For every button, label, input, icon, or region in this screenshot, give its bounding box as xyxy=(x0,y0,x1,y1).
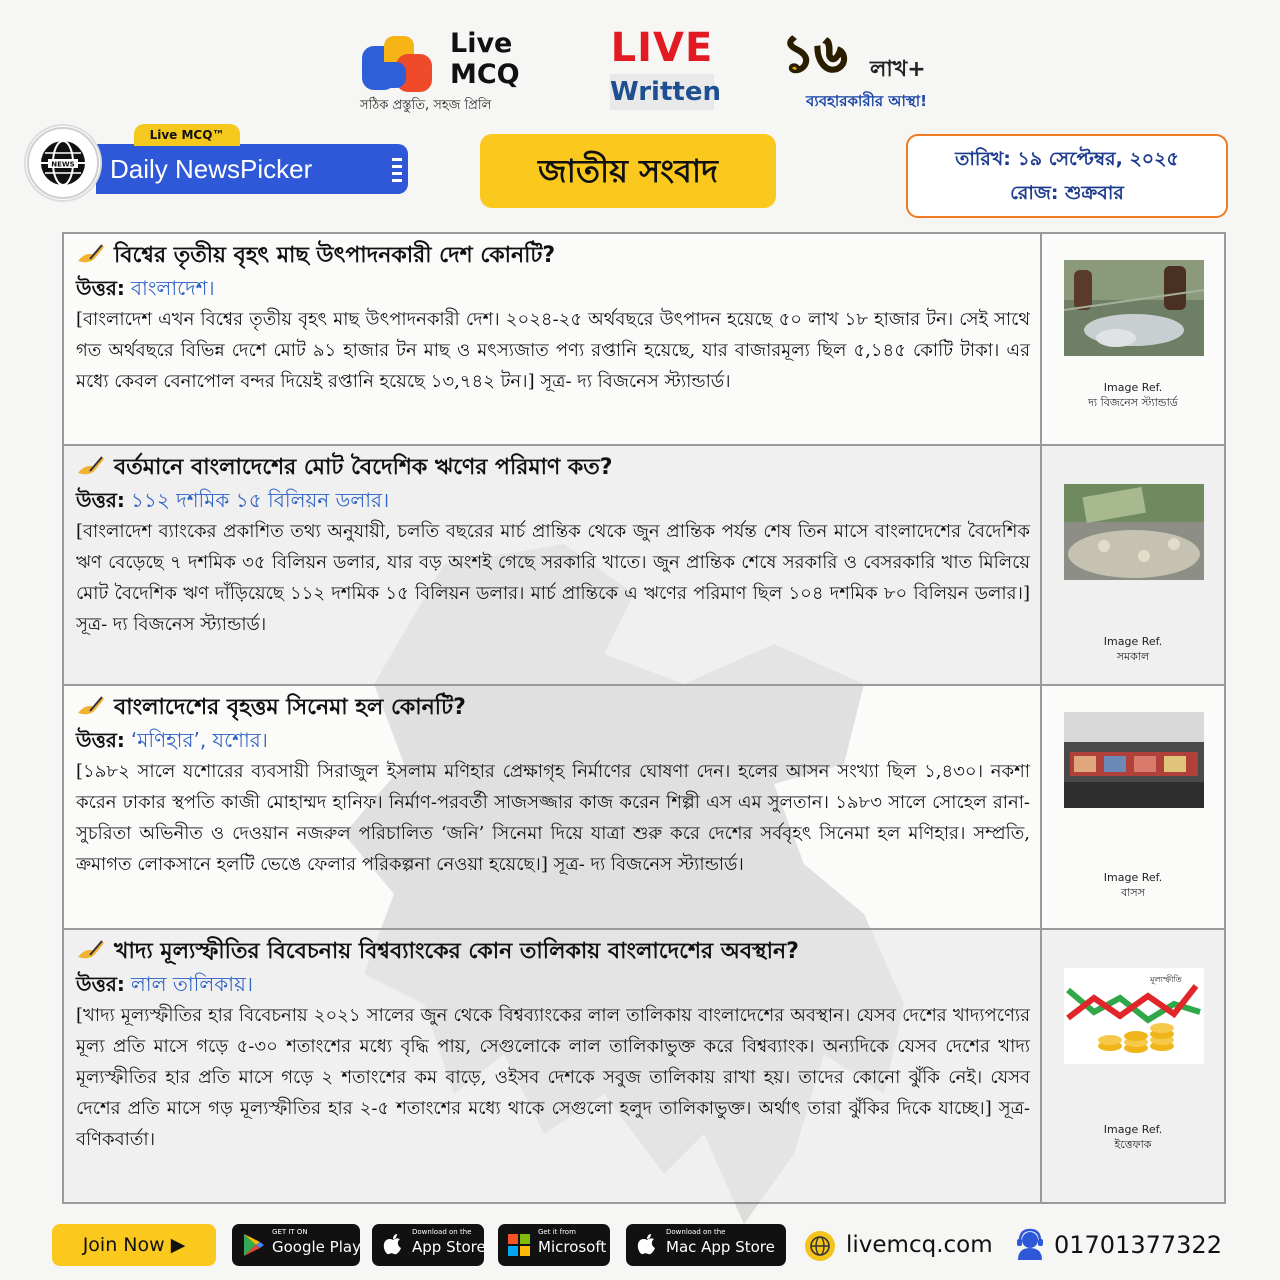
google-play-icon xyxy=(240,1232,266,1258)
store-big-text: Google Play xyxy=(272,1238,361,1256)
answer-value: ‘মণিহার’, যশোর। xyxy=(130,728,268,752)
image-col-2 xyxy=(1042,446,1224,684)
writing-hand-icon xyxy=(76,453,106,477)
day-line: রোজ: শুক্রবার xyxy=(1010,182,1124,204)
answer-value: ১১২ দশমিক ১৫ বিলিয়ন ডলার। xyxy=(130,488,390,512)
news-row-2 xyxy=(64,446,1224,686)
news-table xyxy=(62,232,1226,1204)
footer-bar xyxy=(52,1222,1232,1270)
image-ref-1 xyxy=(1042,380,1224,410)
phone-contact[interactable] xyxy=(1014,1226,1222,1264)
users-count-badge xyxy=(782,26,972,116)
answer-label: উত্তর: xyxy=(76,972,125,996)
store-big-text: Microsoft xyxy=(538,1238,607,1256)
image-ref-label: Image Ref. xyxy=(1103,871,1163,884)
question-text: বিশ্বের তৃতীয় বৃহৎ মাছ উৎপাদনকারী দেশ কোনটি? xyxy=(114,243,556,268)
store-small-text: GET IT ON xyxy=(272,1228,308,1236)
news-text-4 xyxy=(64,930,1042,1202)
date-line: তারিখ: ১৯ সেপ্টেম্বর, ২০২৫ xyxy=(955,148,1179,170)
details-3: [১৯৮২ সালে যশোরের ব্যবসায়ী সিরাজুল ইসলাম মণিহার প্রেক্ষাগৃহ নির্মাণের ঘোষণা দেন। হলের আসন সংখ্যা ছিল ১,৪৩০। নকশা করেন ঢাকার স্থপতি কাজী মোহাম্মদ হানিফ। নির্মাণ-পরবর্তী সাজসজ্জার কাজ করেন শিল্পী এস এম সুলতান। ১৯৮৩ সালে সোহেল রানা-সুচরিতা অভিনীত ও দেওয়ান নজরুল পরিচালিত ‘জনি’ সিনেমা দিয়ে যাত্রা শুরু করে দেশের সর্ববৃহৎ সিনেমা হল মণিহার। সম্প্রতি, ক্রমাগত লোকসানে হলটি ভেঙে ফেলার পরিকল্পনা নেওয়া হয়েছে।] সূত্র- দ্য বিজনেস স্ট্যান্ডার্ড। xyxy=(76,761,1030,875)
mac-app-store-button[interactable] xyxy=(626,1224,786,1266)
question-text: খাদ্য মূল্যস্ফীতির বিবেচনায় বিশ্বব্যাংকের কোন তালিকায় বাংলাদেশের অবস্থান? xyxy=(114,939,799,964)
image-ref-3 xyxy=(1042,870,1224,900)
money-coins-photo xyxy=(1064,484,1204,580)
image-col-4 xyxy=(1042,930,1224,1202)
apple-icon xyxy=(380,1232,406,1258)
answer-1 xyxy=(76,272,1030,304)
phone-text: 01701377322 xyxy=(1054,1231,1222,1259)
globe-icon xyxy=(804,1230,836,1262)
newspicker-title: Daily NewsPicker xyxy=(110,154,313,184)
store-big-text: Mac App Store xyxy=(666,1238,775,1256)
brand-name: Live MCQ xyxy=(450,28,520,90)
details-1: [বাংলাদেশ এখন বিশ্বের তৃতীয় বৃহৎ মাছ উৎপাদনকারী দেশ। ২০২৪-২৫ অর্থবছরে উৎপাদন হয়েছে ৫০ লাখ ১৮ হাজার টন। সেই সাথে গত অর্থবছরে বিভিন্ন দেশে মোট ৯১ হাজার টন মাছ ও মৎস্যজাত পণ্য রপ্তানি হয়েছে, যার বাজারমূল্য ছিল ৫,১৪৫ কোটি টাকা। এর মধ্যে কেবল বেনাপোল বন্দর দিয়েই রপ্তানি হয়েছে ১৩,৭৪২ টন।] সূত্র- দ্য বিজনেস স্ট্যান্ডার্ড। xyxy=(76,309,1030,392)
writing-hand-icon xyxy=(76,693,106,717)
date-box xyxy=(906,134,1228,218)
brand-tagline: সঠিক প্রস্তুতি, সহজ প্রিলি xyxy=(360,98,492,113)
live-written-badge xyxy=(610,25,721,116)
details-4: [খাদ্য মূল্যস্ফীতির হার বিবেচনায় ২০২১ সালের জুন থেকে বিশ্বব্যাংকের লাল তালিকায় বাংলাদেশের অবস্থান। যেসব দেশের খাদ্যপণ্যের মূল্য প্রতি মাসে গড়ে ৫-৩০ শতাংশের মধ্যে বৃদ্ধি পায়, সেগুলোকে লাল তালিকাভুক্ত করে বিশ্বব্যাংক। অন্যদিকে যেসব দেশের খাদ্য মূল্যস্ফীতির হার প্রতি মাসে গড়ে ২ শতাংশের কম বাড়ে, ওইসব দেশকে সবুজ তালিকায় রাখা হয়। তাদের কোনো ঝুঁকি নেই। যেসব দেশের প্রতি মাসে গড় মূল্যস্ফীতির হার ২-৫ শতাংশের মধ্যে থাকে সেগুলো হলুদ তালিকাভুক্ত। অর্থাৎ তারা ঝুঁকির দিকে যাচ্ছে।] সূত্র- বণিকবার্তা। xyxy=(76,1005,1030,1150)
image-ref-2 xyxy=(1042,634,1224,664)
news-text-1 xyxy=(64,234,1042,444)
brand-logo-block xyxy=(358,28,548,120)
image-ref-label: Image Ref. xyxy=(1103,635,1163,648)
answer-value: বাংলাদেশ। xyxy=(130,276,215,300)
inflation-caption: মূল্যস্ফীতি xyxy=(1150,975,1182,984)
question-2 xyxy=(76,452,1030,484)
news-row-1 xyxy=(64,234,1224,446)
answer-3 xyxy=(76,724,1030,756)
details-2: [বাংলাদেশ ব্যাংকের প্রকাশিত তথ্য অনুযায়ী, চলতি বছরের মার্চ প্রান্তিক থেকে জুন প্রান্তিক পর্যন্ত শেষ তিন মাসে বাংলাদেশের বৈদেশিক ঋণ বেড়েছে ৭ দশমিক ৩৫ বিলিয়ন ডলার, যার বড় অংশই গেছে সরকারি খাতে। জুন প্রান্তিক শেষে সরকারি ও বেসরকারি খাত মিলিয়ে মোট বৈদেশিক ঋণ দাঁড়িয়েছে ১১২ দশমিক ১৫ বিলিয়ন ডলার। মার্চ প্রান্তিকে এ ঋণের পরিমাণ ছিল ১০৪ দশমিক ৮০ বিলিয়ন ডলার।] সূত্র- দ্য বিজনেস স্ট্যান্ডার্ড। xyxy=(76,521,1030,635)
news-row-4 xyxy=(64,930,1224,1202)
cinema-hall-photo xyxy=(1064,712,1204,808)
news-text-3 xyxy=(64,686,1042,928)
answer-label: উত্তর: xyxy=(76,276,125,300)
globe-news-icon xyxy=(26,126,100,200)
menu-lines-icon xyxy=(392,158,402,186)
apple-icon xyxy=(634,1232,660,1258)
answer-label: উত্তর: xyxy=(76,728,125,752)
writing-hand-icon xyxy=(76,241,106,265)
image-col-3 xyxy=(1042,686,1224,928)
inflation-graphic xyxy=(1064,968,1204,1064)
question-text: বাংলাদেশের বৃহত্তম সিনেমা হল কোনটি? xyxy=(114,695,466,720)
store-small-text: Get it from xyxy=(538,1228,576,1236)
headset-support-icon xyxy=(1014,1228,1046,1262)
writing-hand-icon xyxy=(76,937,106,961)
store-big-text: App Store xyxy=(412,1238,486,1256)
image-ref-label: Image Ref. xyxy=(1103,1123,1163,1136)
newspicker-bar xyxy=(96,144,408,194)
question-1 xyxy=(76,240,1030,272)
daily-newspicker-logo xyxy=(26,124,406,220)
written-label: Written xyxy=(610,74,714,110)
store-small-text: Download on the xyxy=(412,1228,472,1236)
website-link[interactable] xyxy=(804,1226,993,1264)
question-4 xyxy=(76,936,1030,968)
google-play-button[interactable] xyxy=(232,1224,360,1266)
image-ref-source: ইত্তেফাক xyxy=(1114,1138,1152,1151)
join-now-button[interactable]: Join Now ▶ xyxy=(52,1224,216,1266)
live-mcq-logo-icon xyxy=(358,32,438,96)
answer-2 xyxy=(76,484,1030,516)
image-ref-4 xyxy=(1042,1122,1224,1152)
microsoft-icon xyxy=(506,1232,532,1258)
live-label: LIVE xyxy=(610,25,714,71)
microsoft-store-button[interactable] xyxy=(498,1224,610,1266)
app-store-button[interactable] xyxy=(372,1224,484,1266)
image-ref-source: দ্য বিজনেস স্ট্যান্ডার্ড xyxy=(1088,396,1178,409)
answer-label: উত্তর: xyxy=(76,488,125,512)
svg-text:NEWS: NEWS xyxy=(51,160,75,169)
store-small-text: Download on the xyxy=(666,1228,726,1236)
website-text: livemcq.com xyxy=(846,1232,993,1258)
answer-4 xyxy=(76,968,1030,1000)
question-3 xyxy=(76,692,1030,724)
category-title: জাতীয় সংবাদ xyxy=(480,134,776,208)
image-ref-source: বাসস xyxy=(1121,886,1145,899)
image-ref-label: Image Ref. xyxy=(1103,381,1163,394)
users-caption: ব্যবহারকারীর আস্থা! xyxy=(806,92,928,110)
image-ref-source: সমকাল xyxy=(1116,650,1150,663)
newspicker-brand: Live MCQ™ xyxy=(134,124,240,146)
fish-harvest-photo xyxy=(1064,260,1204,356)
image-col-1 xyxy=(1042,234,1224,444)
answer-value: লাল তালিকায়। xyxy=(130,972,254,996)
question-text: বর্তমানে বাংলাদেশের মোট বৈদেশিক ঋণের পরিমাণ কত? xyxy=(114,455,613,480)
news-row-3 xyxy=(64,686,1224,930)
news-text-2 xyxy=(64,446,1042,684)
users-count: ১৬ xyxy=(782,24,847,83)
users-suffix: লাখ+ xyxy=(870,57,926,82)
